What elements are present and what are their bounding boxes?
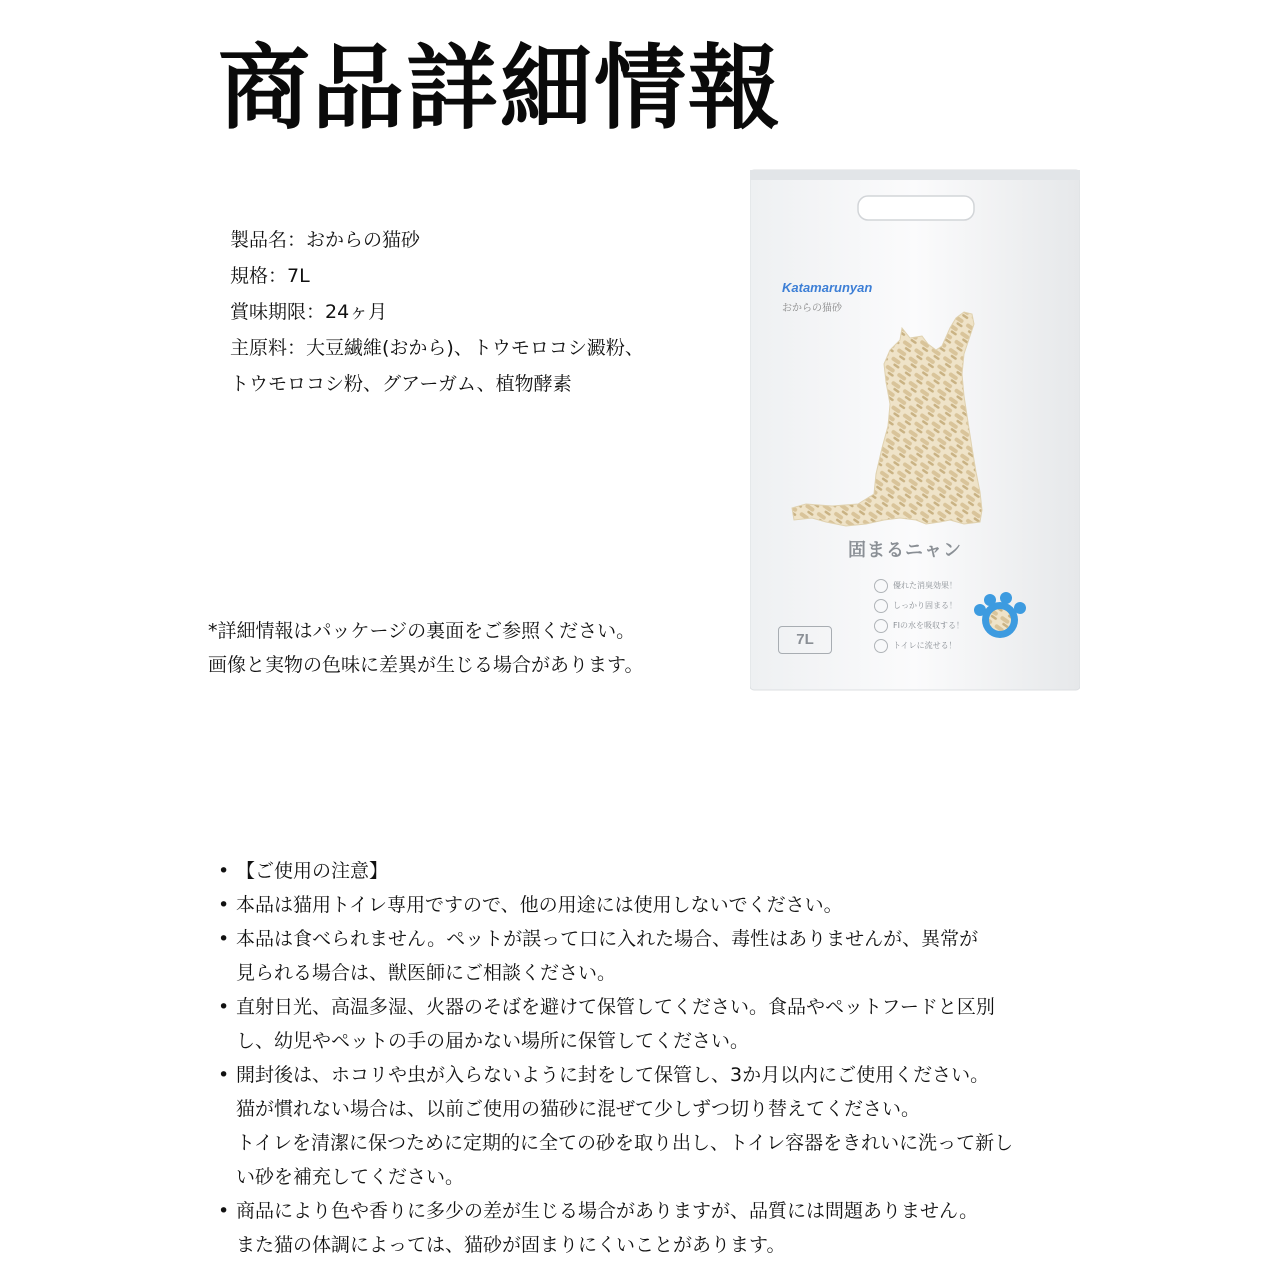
spec-expiry: 賞味期限：24ヶ月 (230, 301, 388, 323)
bullet-icon: • (218, 996, 230, 1018)
feature-icon (874, 579, 888, 593)
usage-line: 【ご使用の注意】 (236, 860, 389, 882)
package-features (874, 576, 964, 656)
package-product-name: 固まるニャン (848, 540, 962, 561)
usage-item (214, 888, 1074, 922)
usage-line: 本品は猫用トイレ専用ですので、他の用途には使用しないでください。 (236, 894, 843, 916)
notes (208, 614, 748, 682)
usage-line: 猫が慣れない場合は、以前ご使用の猫砂に混ぜて少しずつ切り替えてください。 (236, 1098, 921, 1120)
bullet-icon: • (218, 1200, 230, 1222)
package-feature: しっかり固まる！ (874, 596, 964, 616)
feature-icon (874, 619, 888, 633)
product-package-image (750, 168, 1080, 692)
package-feature: 優れた消臭効果！ (874, 576, 964, 596)
usage-line: い砂を補充してください。 (236, 1166, 465, 1188)
package-volume-badge: 7L (778, 626, 832, 654)
usage-line: トイレを清潔に保つために定期的に全ての砂を取り出し、トイレ容器をきれいに洗って新し (236, 1132, 1014, 1154)
spec-size: 規格：7L (230, 265, 310, 287)
usage-line: し、幼児やペットの手の届かない場所に保管してください。 (236, 1030, 750, 1052)
usage-line: 本品は食べられません。ペットが誤って口に入れた場合、毒性はありませんが、異常が (236, 928, 979, 950)
note-line: 画像と実物の色味に差異が生じる場合があります。 (208, 654, 644, 676)
bullet-icon: • (218, 860, 230, 882)
bullet-icon: • (218, 928, 230, 950)
usage-line: 商品により色や香りに多少の差が生じる場合がありますが、品質には問題ありません。 (236, 1200, 979, 1222)
usage-line: 直射日光、高温多湿、火器のそばを避けて保管してください。食品やペットフードと区別 (236, 996, 995, 1018)
usage-item (214, 1058, 1074, 1194)
spec-ingredients-cont: トウモロコシ粉、グアーガム、植物酵素 (230, 373, 572, 395)
feature-icon (874, 639, 888, 653)
page-title: 商品詳細情報 (218, 34, 783, 142)
spec-list (230, 222, 730, 402)
package-feature: FIの水を吸収する！ (874, 616, 964, 636)
bullet-icon: • (218, 894, 230, 916)
package-feature: トイレに流せる！ (874, 636, 964, 656)
usage-item (214, 854, 1074, 888)
usage-item (214, 922, 1074, 990)
package-brand-sub: おからの猫砂 (782, 303, 842, 314)
feature-icon (874, 599, 888, 613)
spec-product-name: 製品名：おからの猫砂 (230, 229, 421, 251)
bullet-icon: • (218, 1064, 230, 1086)
usage-item (214, 1194, 1074, 1262)
usage-notes (214, 854, 1074, 1262)
usage-item (214, 990, 1074, 1058)
package-brand: Katamarunyan (782, 280, 873, 295)
note-line: *詳細情報はパッケージの裏面をご参照ください。 (208, 620, 636, 642)
usage-line: 見られる場合は、獣医師にご相談ください。 (236, 962, 617, 984)
spec-ingredients: 主原料：大豆繊維(おから)、トウモロコシ澱粉、 (230, 337, 644, 359)
usage-line: 開封後は、ホコリや虫が入らないように封をして保管し、3か月以内にご使用ください。 (236, 1064, 990, 1086)
usage-line: また猫の体調によっては、猫砂が固まりにくいことがあります。 (236, 1234, 786, 1256)
